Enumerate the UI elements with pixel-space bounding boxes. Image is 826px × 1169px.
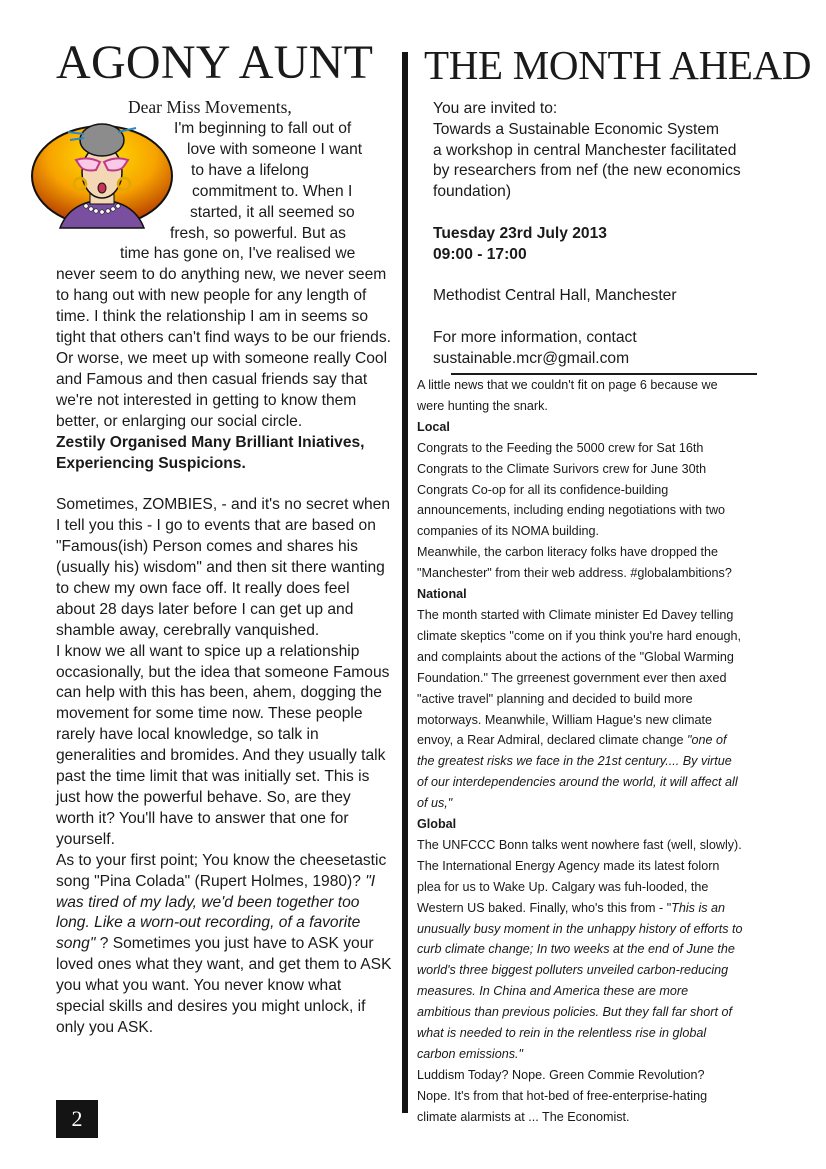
column-divider	[402, 52, 408, 1113]
letter-body: never seem to do anything new, we never seem to hang out with new people for any length of time. I think the relationship I am in seems so tight that others can't find ways to be our friends. Or worse, we meet up with someone really Cool and Famous and then casual friends say that we're not interested in getting to know them better, or enlarging our social circle.	[56, 266, 391, 430]
letter-line: love with someone I want	[187, 140, 363, 158]
contact-email[interactable]: sustainable.mcr@gmail.com	[433, 349, 630, 367]
news-line: climate alarmists at ... The Economist.	[417, 1109, 630, 1124]
contact-label: For more information, contact	[433, 328, 637, 346]
song-quote: "I was tired of my lady, we'd been together too long. Like a worn-out recording, of a favorite song"	[56, 872, 376, 953]
reply-paragraph-1: Sometimes, ZOMBIES, - and it's no secret when I tell you this - I go to events that are based on "Famous(ish) Person comes and shares his (usually his) wisdom" and then sit there wanting to chew my own face off. It really does feel about 28 days later before I can get up and shamble away, cerebrally vanquished.	[56, 496, 391, 639]
quote-line: of us,"	[417, 796, 453, 811]
news-text: envoy, a Rear Admiral, declared climate change	[417, 733, 687, 748]
news-intro: were hunting the snark.	[417, 398, 548, 413]
news-line	[417, 730, 789, 751]
news-line: motorways. Meanwhile, William Hague's new climate	[417, 712, 712, 727]
quote-line: the greatest risks we face in the 21st century.... By virtue	[417, 754, 732, 769]
news-line: Congrats Co-op for all its confidence-building	[417, 482, 669, 497]
quote-line: ambitious than previous policies. But they fall far short of	[417, 1005, 733, 1020]
quote-line: curb climate change; In two weeks at the end of June the	[417, 942, 735, 957]
news-line: Foundation." The grreenest government ever then axed	[417, 670, 727, 685]
quote-line: unusually busy moment in the unhappy history of efforts to	[417, 921, 743, 936]
letter-line: commitment to. When I	[192, 182, 353, 200]
letter-opening	[56, 119, 392, 265]
quote-line: measures. In China and America these are more	[417, 984, 689, 999]
agony-aunt-title: AGONY AUNT	[56, 36, 374, 89]
month-ahead-title: THE MONTH AHEAD	[424, 42, 812, 88]
event-name: Towards a Sustainable Economic System	[433, 120, 720, 138]
news-line: Congrats to the Feeding the 5000 crew for Sat 16th	[417, 440, 704, 455]
page-number: 2	[56, 1100, 98, 1138]
news-line: Luddism Today? Nope. Green Commie Revolution?	[417, 1067, 705, 1082]
quote-text: "one of	[686, 733, 727, 748]
news-heading-global: Global	[417, 817, 457, 832]
reply-text: As to your first point; You know the cheesetastic song "Pina Colada" (Rupert Holmes, 1980)?	[56, 851, 387, 890]
letter-line: started, it all seemed so	[190, 203, 355, 221]
news-line: Nope. It's from that hot-bed of free-enterprise-hating	[417, 1088, 708, 1103]
news-text: Western US baked. Finally, who's this from - "	[417, 900, 672, 915]
news-line	[417, 898, 789, 919]
news-line: The International Energy Agency made its latest folorn	[417, 858, 720, 873]
news-heading-national: National	[417, 587, 467, 602]
invite-line: foundation)	[433, 183, 512, 201]
quote-text: This is an	[671, 900, 726, 915]
quote-line: world's three biggest polluters unveiled carbon-reducing	[417, 963, 729, 978]
news-line: Meanwhile, the carbon literacy folks have dropped the	[417, 545, 719, 560]
invite-line: a workshop in central Manchester facilitated	[433, 141, 737, 159]
news-line: plea for us to Wake Up. Calgary was fuh-looded, the	[417, 879, 709, 894]
reply-paragraph-2: I know we all want to spice up a relationship occasionally, but the idea that someone Famous can help with this has been, ahem, dogging the movement for some time now. These people rarely have local knowledge, so talk in generalities and bromides. And they usually talk past the time limit that was initially set. This is just how the powerful behave. So, are they worth it? You'll have to answer that one for yourself.	[56, 642, 390, 848]
news-line: The month started with Climate minister Ed Davey telling	[417, 607, 734, 622]
reply-text: ? Sometimes you just have to ASK your loved ones what they want, and get them to ASK you what you want. You never know what special skills and desires you might unlock, if only you ASK.	[56, 935, 392, 1036]
letter-line: fresh, so powerful. But as	[170, 224, 346, 242]
news-intro: A little news that we couldn't fit on page 6 because we	[417, 378, 718, 392]
agony-aunt-column	[56, 119, 392, 1039]
news-line: The UNFCCC Bonn talks went nowhere fast (well, slowly).	[417, 837, 742, 852]
letter-line: I'm beginning to fall out of	[174, 120, 352, 137]
invite-line: You are invited to:	[433, 100, 558, 117]
quote-line: carbon emissions."	[417, 1047, 523, 1061]
letter-greeting: Dear Miss Movements,	[128, 97, 292, 117]
news-line: Congrats to the Climate Surivors crew for June 30th	[417, 461, 707, 476]
news-line: "active travel" planning and decided to build more	[417, 691, 693, 706]
news-section	[417, 375, 789, 1128]
letter-signoff: Zestily Organised Many Brilliant Iniatives, Experiencing Suspicions.	[56, 433, 365, 472]
quote-line: what is needed to rein in the relentless rise in global	[417, 1026, 707, 1041]
news-line: companies of its NOMA building.	[417, 524, 599, 539]
news-line: climate skeptics "come on if you think you're hard enough,	[417, 628, 741, 643]
news-line: announcements, including ending negotiations with two	[417, 503, 726, 518]
event-date: Tuesday 23rd July 2013	[433, 224, 607, 242]
event-announcement	[433, 99, 793, 369]
event-time: 09:00 - 17:00	[433, 245, 527, 263]
letter-line: time has gone on, I've realised we	[120, 245, 356, 263]
reply-paragraph-3	[56, 851, 392, 1039]
news-line: "Manchester" from their web address. #globalambitions?	[417, 566, 732, 581]
news-heading-local: Local	[417, 419, 450, 434]
event-venue: Methodist Central Hall, Manchester	[433, 287, 677, 305]
news-line: and complaints about the actions of the "Global Warming	[417, 649, 734, 664]
letter-line: to have a lifelong	[191, 161, 309, 179]
invite-line: by researchers from nef (the new economics	[433, 162, 741, 180]
quote-line: of our interdependencies around the world, it will affect all	[417, 775, 738, 790]
